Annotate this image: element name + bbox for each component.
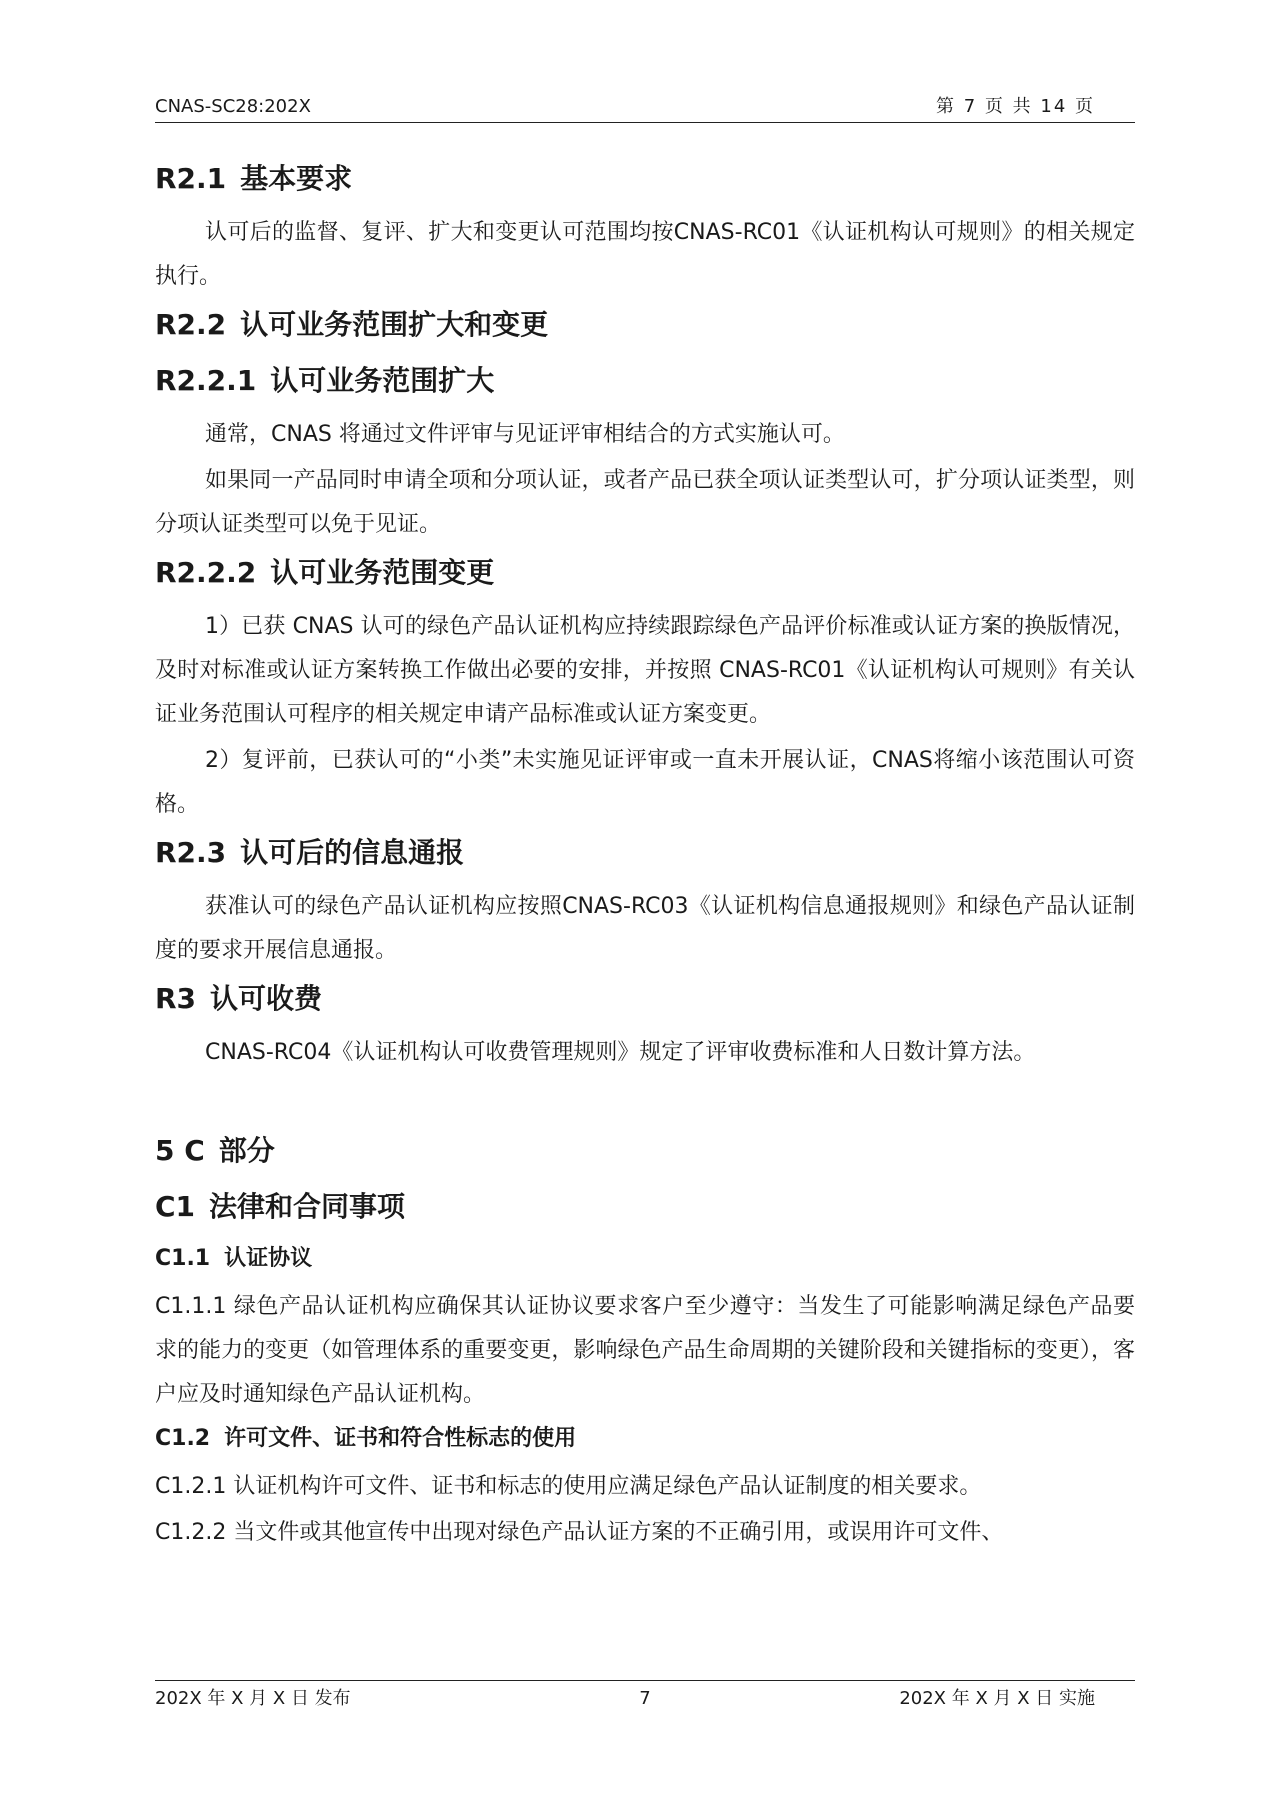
- heading-r3: [155, 975, 1135, 1023]
- heading-number: C1: [155, 1190, 196, 1223]
- heading-number: R2.2: [155, 308, 227, 341]
- heading-r2-2-1: [155, 357, 1135, 405]
- heading-number: C1.2: [155, 1426, 211, 1451]
- heading-title: 认可收费: [210, 982, 323, 1015]
- page-footer: [155, 1685, 1135, 1713]
- heading-number: R2.2.1: [155, 364, 257, 397]
- heading-number: R3: [155, 982, 197, 1015]
- page-number: 7: [639, 1688, 651, 1709]
- document-body: [155, 155, 1135, 1557]
- heading-number: R2.3: [155, 836, 227, 869]
- spacer: [155, 1077, 1135, 1127]
- heading-c1-2: [155, 1419, 1135, 1459]
- page-info: 第 7 页 共 14 页: [936, 96, 1095, 117]
- header-rule: [155, 122, 1135, 123]
- heading-c1-1: [155, 1239, 1135, 1279]
- paragraph: 如果同一产品同时申请全项和分项认证，或者产品已获全项认证类型认可，扩分项认证类型，则分项认证类型可以免于见证。: [155, 468, 1135, 537]
- heading-title: 许可文件、证书和符合性标志的使用: [224, 1426, 577, 1451]
- heading-title: 法律和合同事项: [209, 1190, 406, 1223]
- paragraph: 通常，CNAS 将通过文件评审与见证评审相结合的方式实施认可。: [205, 422, 845, 447]
- heading-number: R2.2.2: [155, 556, 257, 589]
- paragraph: 2）复评前，已获认可的“小类”未实施见证评审或一直未开展认证，CNAS将缩小该范围认可资格。: [155, 748, 1135, 817]
- heading-r2-1: [155, 155, 1135, 203]
- implement-date: 202X 年 X 月 X 日 实施: [899, 1688, 1095, 1709]
- paragraph: CNAS-RC04《认证机构认可收费管理规则》规定了评审收费标准和人日数计算方法。: [205, 1040, 1036, 1065]
- paragraph: C1.2.1 认证机构许可文件、证书和标志的使用应满足绿色产品认证制度的相关要求。: [155, 1474, 982, 1499]
- heading-title: 认可业务范围扩大和变更: [240, 308, 549, 341]
- heading-r2-2-2: [155, 549, 1135, 597]
- paragraph: 获准认可的绿色产品认证机构应按照CNAS-RC03《认证机构信息通报规则》和绿色产品认证制度的要求开展信息通报。: [155, 894, 1135, 963]
- paragraph: C1.2.2 当文件或其他宣传中出现对绿色产品认证方案的不正确引用，或误用许可文件、: [155, 1520, 1004, 1545]
- document-code: CNAS-SC28:202X: [155, 96, 311, 117]
- heading-c1: [155, 1183, 1135, 1231]
- heading-r2-2: [155, 301, 1135, 349]
- paragraph: 认可后的监督、复评、扩大和变更认可范围均按CNAS-RC01《认证机构认可规则》的相关规定执行。: [155, 220, 1135, 289]
- page-header: [155, 92, 1135, 122]
- heading-title: 部分: [218, 1134, 275, 1167]
- heading-title: 认可业务范围扩大: [270, 364, 495, 397]
- heading-title: 基本要求: [240, 162, 353, 195]
- footer-rule: [155, 1680, 1135, 1681]
- heading-number: 5 C: [155, 1134, 205, 1167]
- publish-date: 202X 年 X 月 X 日 发布: [155, 1688, 351, 1709]
- heading-r2-3: [155, 829, 1135, 877]
- paragraph: 1）已获 CNAS 认可的绿色产品认证机构应持续跟踪绿色产品评价标准或认证方案的换版情况，及时对标准或认证方案转换工作做出必要的安排，并按照 CNAS-RC01《认证机构认可规则》有关认证业务范围认可程序的相关规定申请产品标准或认证方案变更。: [155, 614, 1135, 727]
- heading-title: 认证协议: [224, 1246, 313, 1271]
- heading-title: 认可业务范围变更: [270, 556, 495, 589]
- heading-number: R2.1: [155, 162, 227, 195]
- heading-title: 认可后的信息通报: [240, 836, 465, 869]
- heading-number: C1.1: [155, 1246, 211, 1271]
- paragraph: C1.1.1 绿色产品认证机构应确保其认证协议要求客户至少遵守：当发生了可能影响满足绿色产品要求的能力的变更（如管理体系的重要变更，影响绿色产品生命周期的关键阶段和关键指标的变更），客户应及时通知绿色产品认证机构。: [155, 1294, 1135, 1407]
- heading-part-c: [155, 1127, 1135, 1175]
